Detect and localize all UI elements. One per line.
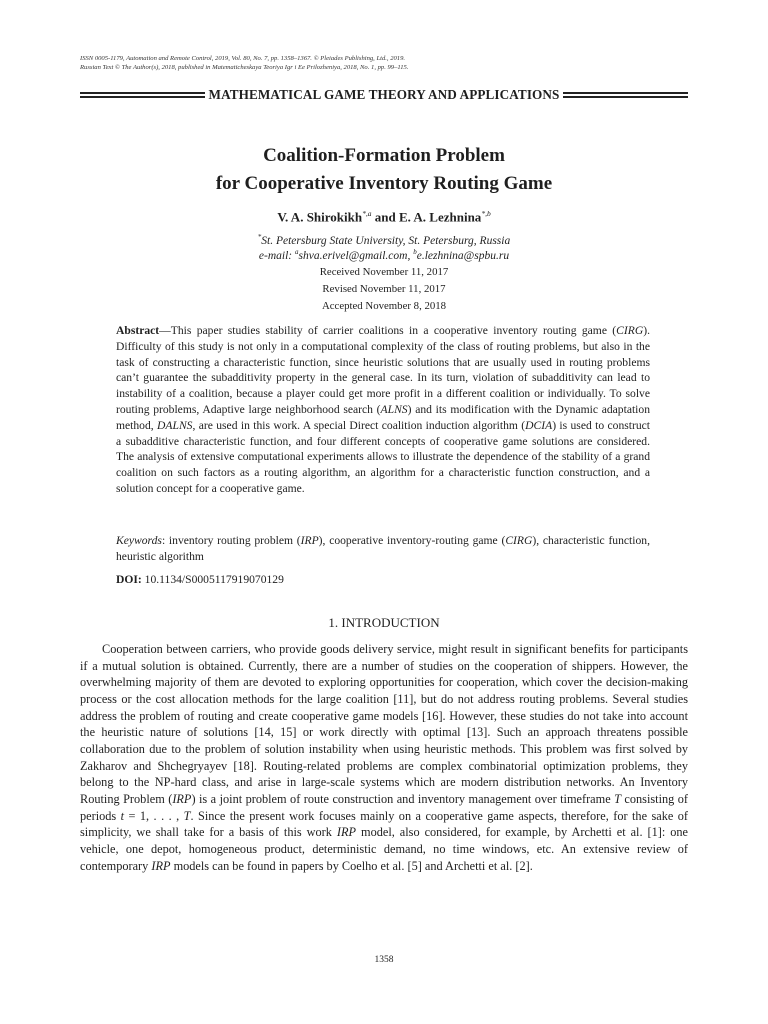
email-label: e-mail: [258, 249, 296, 262]
keywords-label: Keywords [116, 534, 162, 547]
abstract-text-4: , are used in this work. A special Direct coalition induction algorithm ( [192, 418, 526, 432]
intro-var-T-1: T [614, 791, 621, 806]
author-2-sup: *,b [481, 209, 491, 218]
received-date: Received November 11, 2017 [319, 266, 449, 278]
author-1: V. A. Shirokikh [277, 209, 363, 225]
abstract-text-2: ). Difficulty of this study is not only in a computational complexity of the class of routing problems, but also in the task of constructing a characteristic function, since heuristic solutions that are usually used in routing problems can’t guarantee the subadditivity property in the general case. In its turn, violation of subadditivity can lead to instability of a coalition, because a player could get more profit in a different coalition or individually. To solve routing problems, Adaptive large neighborhood search ( [116, 324, 650, 416]
keywords-text-2: ), cooperative inventory-routing game ( [318, 534, 506, 547]
journal-section-title: MATHEMATICAL GAME THEORY AND APPLICATIONS [208, 87, 560, 102]
abstract [116, 323, 650, 497]
russian-text-line: Russian Text © The Author(s), 2018, published in Matematicheskaya Teoriya Igr i Ee Prilozheniya, 2018, No. 1, pp. 99–115. [80, 64, 409, 71]
intro-term-irp-3: IRP [151, 858, 171, 873]
abstract-term-dalns: DALNS [157, 418, 193, 432]
intro-var-t: t [120, 808, 125, 823]
affiliation-text: St. Petersburg State University, St. Petersburg, Russia [261, 234, 511, 247]
abstract-text-3: ) and its modification with the Dynamic adaptation method, [116, 402, 650, 432]
keywords-term-cirg: CIRG [505, 534, 533, 547]
intro-text-3: consisting of periods [80, 791, 688, 823]
author-2: E. A. Lezhnina [398, 209, 482, 225]
intro-text-2: ) is a joint problem of route construction and inventory management over timeframe [191, 791, 615, 806]
doi-value[interactable]: 10.1134/S0005117919070129 [141, 573, 284, 586]
keywords-text-3: ), characteristic function, heuristic algorithm [116, 534, 650, 563]
abstract-term-cirg: CIRG [616, 324, 644, 337]
doi-label: DOI: [116, 573, 142, 586]
journal-section-bar [80, 86, 688, 104]
keywords-text-1: : inventory routing problem ( [161, 534, 301, 547]
introduction-paragraph [80, 641, 688, 874]
abstract-text-1: —This paper studies stability of carrier coalitions in a cooperative inventory routing game ( [159, 324, 617, 337]
abstract-label: Abstract [116, 324, 160, 337]
keywords-term-irp: IRP [300, 534, 319, 547]
authors [0, 209, 768, 225]
page-number: 1358 [374, 955, 394, 965]
issn-line: ISSN 0005-1179, Automation and Remote Control, 2019, Vol. 80, No. 7, pp. 1358–1367. © Pleiades Publishing, Ltd., 2019. [80, 55, 406, 62]
revised-date: Revised November 11, 2017 [322, 283, 446, 295]
paper-title-line-2: for Cooperative Inventory Routing Game [215, 173, 553, 194]
right-double-rule [563, 92, 688, 98]
affiliation [0, 233, 768, 247]
intro-text-1: Cooperation between carriers, who provide goods delivery service, might result in significant benefits for participants if a mutual solution is obtained. Currently, there are a number of studies on the cooperation of shippers. However, the overwhelming majority of them are devoted to exploring opportunities for cooperation, which cover the decision-making process or the cost allocation methods for the large coalition [11], but do not address routing problems. Several studies address the problem of routing and create cooperative game models [16]. However, these studies do not take into account the heuristic nature of solutions [14, 15] or work directly with optimal [13]. Such an approach threatens possible collaboration due to the problem of solution instability when using heuristic methods. This problem was first solved by Zakharov and Shchegryayev [18]. Routing-related problems are complex combinatorial optimization problems, they belong to the NP-hard class, and arise in large-scale systems which are modern distribution networks. An Inventory Routing Problem ( [80, 642, 688, 806]
email-line [0, 248, 768, 262]
intro-text-5: . Since the present work focuses mainly on a cooperative game aspects, therefore, for the sake of simplicity, we shall take for a basis of this work [80, 808, 689, 840]
author-conjunction: and [371, 209, 399, 225]
intro-term-irp-1: IRP [172, 791, 192, 806]
section-heading: 1. INTRODUCTION [328, 615, 440, 630]
abstract-text-5: ) is used to construct a subadditive characteristic function, and four different concepts of cooperative game solutions are considered. The analysis of extensive computational experiments allows to illustrate the dependence of the stability of a grand coalition on such factors as a routing algorithm, an algorithm for a characteristic function construction, and a solution concept for a cooperative game. [116, 418, 650, 495]
affiliation-marker: * [257, 233, 262, 241]
email-separator: , [407, 249, 414, 262]
email-b-sup: b [413, 248, 417, 256]
email-b[interactable]: e.lezhnina@spbu.ru [416, 249, 510, 262]
intro-var-T-2: T [183, 808, 191, 823]
email-a[interactable]: shva.erivel@gmail.com [298, 249, 408, 262]
intro-text-7: models can be found in papers by Coelho et al. [5] and Archetti et al. [2]. [170, 858, 533, 873]
intro-text-4: = 1, . . . , [124, 808, 184, 823]
abstract-term-dcia: DCIA [525, 418, 553, 432]
keywords [116, 533, 650, 565]
left-double-rule [80, 92, 205, 98]
intro-term-irp-2: IRP [336, 825, 357, 840]
abstract-term-alns: ALNS [380, 402, 408, 416]
accepted-date: Accepted November 8, 2018 [321, 300, 447, 312]
intro-text-6: model, also considered, for example, by Archetti et al. [1]: one vehicle, one depot, homogeneous product, deterministic demand, no time windows, etc. An extensive review of contemporary [80, 825, 688, 873]
paper-title-line-1: Coalition-Formation Problem [263, 145, 505, 166]
author-1-sup: *,a [362, 209, 372, 218]
email-a-sup: a [295, 248, 299, 256]
doi [116, 573, 284, 586]
